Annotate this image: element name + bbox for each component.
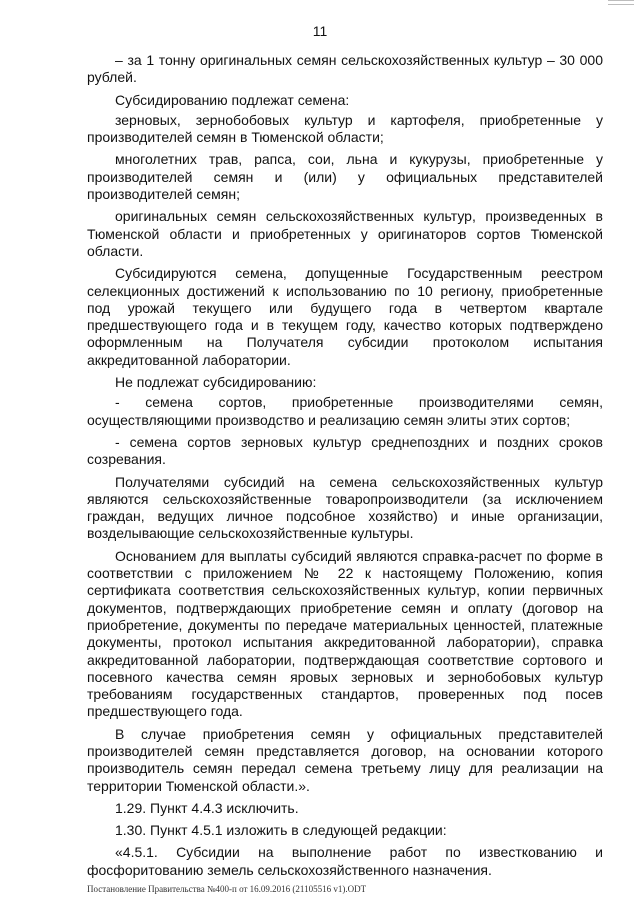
scan-edge-mark (608, 0, 634, 5)
paragraph-subsidy-recipients: Получателями субсидий на семена сельскохозяйственных культур являются сельскохозяйственные товаропроизводители (за исключением граждан, ведущих личное подсобное хозяйство) и иные организации, возделывающие сельскохозяйственные культуры. (87, 473, 603, 542)
paragraph-subsidized-conditions: Субсидируются семена, допущенные Государственным реестром селекционных достижений к использованию по 10 региону, приобретенные под урожай текущего или будущего года в четвертом квартале предшествующего года и в текущем году, качество которых подтверждено оформленным на Получателя субсидии протоколом испытания аккредитованной лаборатории. (87, 265, 603, 368)
paragraph-price-original-seeds: – за 1 тонну оригинальных семян сельскохозяйственных культур – 30 000 рублей. (87, 52, 603, 86)
paragraph-original-seeds: оригинальных семян сельскохозяйственных культур, произведенных в Тюменской области и приобретенных у оригинаторов сортов Тюменской области. (87, 208, 603, 259)
paragraph-item-1-29: 1.29. Пункт 4.4.3 исключить. (115, 799, 299, 816)
paragraph-not-subsidized-heading: Не подлежат субсидированию: (115, 374, 317, 391)
paragraph-official-representatives: В случае приобретения семян у официальных представителей производителей семян представляется договор, на основании которого производитель семян передал семена третьему лицу для реализации на территории Тюменской области.». (87, 725, 603, 794)
paragraph-item-4-5-1: «4.5.1. Субсидии на выполнение работ по известкованию и фосфоритованию земель сельскохозяйственного назначения. (87, 844, 603, 878)
page-number: 11 (312, 23, 328, 39)
paragraph-perennial-grass-seeds: многолетних трав, рапса, сои, льна и кукурузы, приобретенные у производителей семян и (или) у официальных представителей производителей семян; (87, 151, 603, 203)
paragraph-subsidized-seeds-heading: Субсидированию подлежат семена: (115, 91, 350, 108)
document-body (87, 52, 603, 884)
paragraph-item-1-30: 1.30. Пункт 4.5.1 изложить в следующей редакции: (115, 822, 447, 839)
paragraph-late-varieties-exclusion: - семена сортов зерновых культур среднепоздних и поздних сроков созревания. (87, 433, 603, 468)
paragraph-payment-grounds: Основанием для выплаты субсидий являются справка-расчет по форме в соответствии с приложением № 22 к настоящему Положению, копия сертификата соответствия сельскохозяйственных культур, копии первичных документов, подтверждающих приобретение семян и оплату (договор на приобретение, документы по передаче материальных ценностей, платежные документы, протокол испытания аккредитованной лаборатории), справка аккредитованной лаборатории, подтверждающая соответствие сортового и посевного качества семян яровых зерновых и зернобобовых культур требованиям государственных стандартов, проверенных под посев предшествующего года. (87, 547, 603, 720)
paragraph-elite-seeds-exclusion: - семена сортов, приобретенные производителями семян, осуществляющими производство и реализацию семян элиты этих сортов; (87, 394, 603, 428)
paragraph-grain-seeds: зерновых, зернобобовых культур и картофеля, приобретенные у производителей семян в Тюменской области; (87, 111, 603, 146)
document-footer: Постановление Правительства №400-п от 16.09.2016 (21105516 v1).ODT (87, 884, 367, 894)
